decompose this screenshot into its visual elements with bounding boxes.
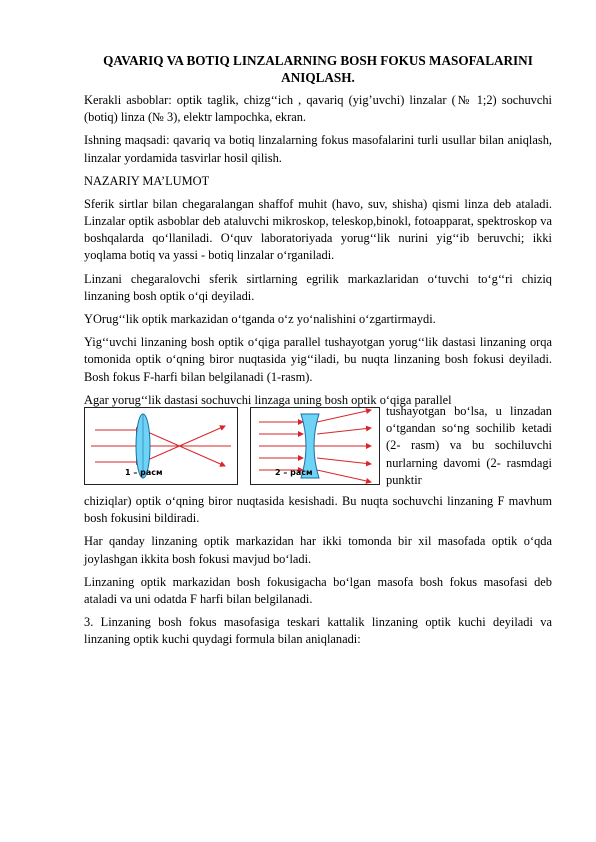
focal-distance-paragraph: Linzaning optik markazidan bosh fokusigacha bo‘lgan masofa bosh fokus masofasi deb ataladi va uni odatda F harfi bilan belgilanadi.: [84, 574, 552, 607]
optical-axis-paragraph: Linzani chegaralovchi sferik sirtlarning egrilik markazlaridan o‘tuvchi to‘g‘‘ri chiziq linzaning bosh optik o‘qi deyiladi.: [84, 271, 552, 303]
two-foci-paragraph: Har qanday linzaning optik markazidan har ikki tomonda bir xil masofada optik o‘qda joylashgan ikkita bosh fokusi mavjud bo‘ladi.: [84, 534, 552, 566]
document-title: QAVARIQ VA BOTIQ LINZALARNING BOSH FOKUS MASOFALARINI ANIQLASH.: [103, 53, 533, 85]
figure-1-caption: 1 – расм: [125, 468, 163, 478]
figure-1-converging-lens: [84, 407, 238, 485]
figure-2-diverging-lens: [250, 407, 380, 485]
figure-row: [84, 404, 552, 493]
section-heading: NAZARIY MA’LUMOT: [84, 173, 210, 188]
figure-2-caption: 2 – расм: [275, 468, 313, 478]
optical-power-paragraph: 3. Linzaning bosh fokus masofasiga teskari kattalik linzaning optik kuchi deyiladi va linzaning optik kuchi quydagi formula bilan aniqlanadi:: [84, 615, 552, 647]
diverging-intro-line: Agar yorug‘‘lik dastasi sochuvchi linzaga uning bosh optik o‘qiga parallel: [84, 392, 452, 407]
virtual-focus-paragraph: chiziqlar) optik o‘qning biror nuqtasida kesishadi. Bu nuqta sochuvchi linzaning F mavhum bosh fokusini bildiradi.: [84, 494, 552, 526]
optical-center-paragraph: YOrug‘‘lik optik markazidan o‘tganda o‘z yo‘nalishini o‘zgartirmaydi.: [84, 312, 436, 327]
lens-definition-paragraph: Sferik sirtlar bilan chegaralangan shaffof muhit (havo, suv, shisha) qismi linza deb ataladi. Linzalar optik asboblar deb ataluvchi mikroskop, teleskop,binokl, fotoapparat, spektroskop va boshqalarda qo‘llaniladi. O‘quv laboratoriyada yorug‘‘lik nurini yig‘‘ib beruvchi; ikki yoqlama botiq va yassi - botiq linzalar o‘rganiladi.: [84, 196, 552, 263]
diverging-side-text: tushayotgan bo‘lsa, u linzadan o‘tgandan so‘ng sochilib ketadi (2- rasm) va bu sochiluvchi nurlarning davomi (2- rasmdagi punktir: [386, 404, 552, 487]
equipment-paragraph: Kerakli asboblar: optik taglik, chizg‘‘ich , qavariq (yig’uvchi) linzalar (№ 1;2) sochuvchi (botiq) linza (№ 3), elektr lampochka, ekran.: [84, 93, 552, 125]
purpose-paragraph: Ishning maqsadi: qavariq va botiq linzalarning fokus masofalarini turli usullar bilan aniqlash, linzalar yordamida tasvirlar hosil qilish.: [84, 133, 552, 165]
document-page: [84, 52, 552, 655]
focus-paragraph: Yig‘‘uvchi linzaning bosh optik o‘qiga parallel tushayotgan yorug‘‘lik dastasi linzaning orqa tomonida optik o‘qning biror nuqtasida yig‘‘iladi, bu nuqta linzaning bosh fokusi deyiladi. Bosh fokus F-harfi bilan belgilanadi (1-rasm).: [84, 335, 552, 384]
